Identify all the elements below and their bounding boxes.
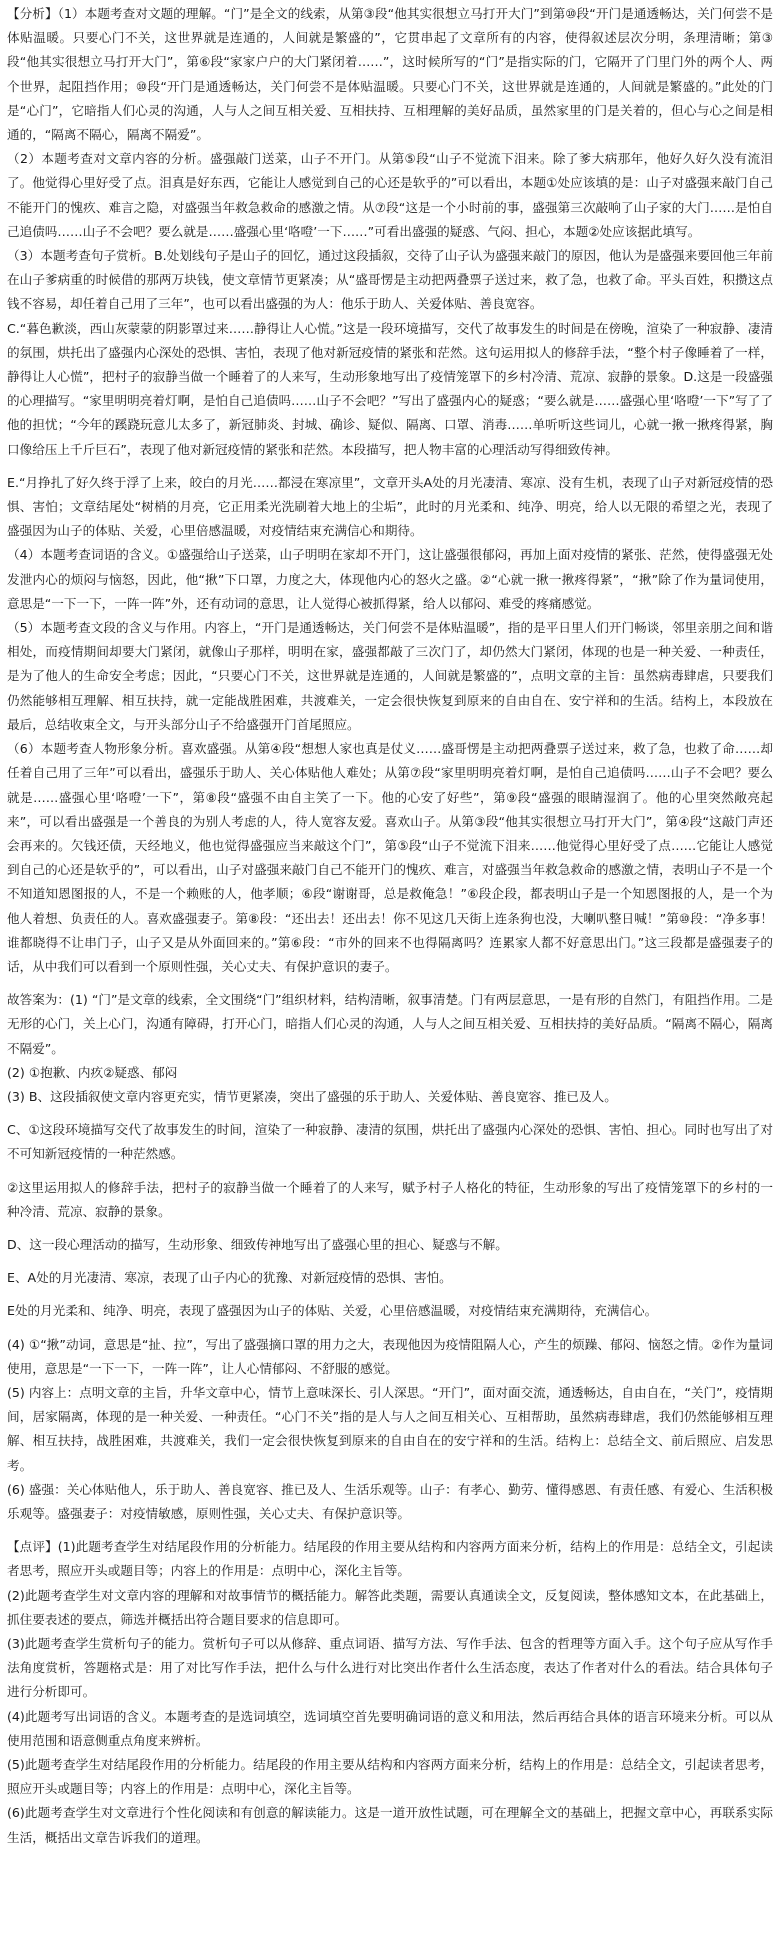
comment-paragraph-2: (2)此题考查学生对文章内容的理解和对故事情节的概括能力。解答此类题，需要认真通读全文，反复阅读，整体感知文本，在此基础上，抓住要表述的要点，筛选并概括出符合题目要求的信息即可。 [7,1587,773,1627]
answer-e1: E、A处的月光凄清、寒凉，表现了山子内心的犹豫、对新冠疫情的恐惧、害怕。 [7,1270,452,1286]
comment-paragraph-6: (6)此题考查学生对文章进行个性化阅读和有创意的解读能力。这是一道开放性试题，可在理解全文的基础上，把握文章中心，再联系实际生活，概括出文章告诉我们的道理。 [7,1805,773,1845]
comment-paragraph-3: (3)此题考查学生赏析句子的能力。赏析句子可以从修辞、重点词语、描写方法、写作手法、包含的哲理等方面入手。这个句子应从写作手法角度赏析，答题格式是：用了对比写作手法，把什么与什么进行对比突出作者什么生活态度，表达了作者对什么的看法。结合具体句子进行分析即可。 [7,1636,773,1700]
answer-e2: E处的月光柔和、纯净、明亮，表现了盛强因为山子的体贴、关爱，心里倍感温暖，对疫情结束充满期待，充满信心。 [7,1303,658,1319]
analysis-paragraph-7: （5）本题考查文段的含义与作用。内容上，“开门是通透畅达，关门何尝不是体贴温暖”，指的是平日里人们开门畅谈，邻里亲朋之间和谐相处，而疫情期间却要大门紧闭，就像山子那样，明明在家，盛强都敲了三次门了，却仍然大门紧闭，体现的也是一种关爱、一种责任，是为了他人的生命安全考虑；因此，“只要心门不关，这世界就是连通的，人间就是繁盛的”，点明文章的主旨：虽然病毒肆虐，只要我们仍然能够相互理解、相互扶持，就一定能战胜困难，共渡难关，一定会很快恢复到原来的自由自在、安宁祥和的生活。结构上，本段放在最后，总结收束全文，与开头部分山子不给盛强开门首尾照应。 [7,620,773,732]
answer-4: (4) ①“揪”动词，意思是“扯、拉”，写出了盛强摘口罩的用力之大，表现他因为疫情阻隔人心，产生的烦躁、郁闷、恼怒之情。②作为量词使用，意思是“一下一下，一阵一阵”，让人心情郁闷、不舒服的感觉。 [7,1336,773,1376]
comment-paragraph-4: (4)此题考写出词语的含义。本题考查的是选词填空，选词填空首先要明确词语的意义和用法，然后再结合具体的语言环境来分析。可以从使用范围和语意侧重点角度来辨析。 [7,1708,773,1748]
answer-2: (2) ①抱歉、内疚②疑惑、郁闷 [7,1064,178,1080]
comment-paragraph-5: (5)此题考查学生对结尾段作用的分析能力。结尾段的作用主要从结构和内容两方面来分析，结构上的作用是：总结全文，引起读者思考，照应开头或题目等；内容上的作用是：点明中心，深化主旨等。 [7,1757,773,1797]
answer-c2: ②这里运用拟人的修辞手法，把村子的寂静当做一个睡着了的人来写，赋予村子人格化的特征，生动形象的写出了疫情笼罩下的乡村的一种冷清、荒凉、寂静的景象。 [7,1179,773,1219]
analysis-paragraph-4: C.“暮色歉淡，西山灰蒙蒙的阴影罩过来……静得让人心慌。”这是一段环境描写，交代了故事发生的时间是在傍晚，渲染了一种寂静、凄清的氛围，烘托出了盛强内心深处的恐惧、害怕，表现了他对新冠疫情的紧张和茫然。这句运用拟人的修辞手法，“整个村子像睡着了一样，静得让人心慌”，把村子的寂静当做一个睡着了的人来写，生动形象地写出了疫情笼罩下的乡村冷清、荒凉、寂静的景象。D.这是一段盛强的心理描写。“家里明明亮着灯啊，是怕自己追债吗……山子不会吧？”写出了盛强内心的疑惑；“要么就是……盛强心里‘咯噔’一下”写了了他的担忧；“今年的蹊跷玩意儿太多了，新冠肺炎、封城、确诊、疑似、隔离、口罩、消毒……单听听这些词儿，心就一揪一揪疼得紧，胸口像给压上千斤巨石”，表现了他对新冠疫情的紧张和茫然。本段描写，把人物丰富的心理活动写得细致传神。 [7,320,773,457]
analysis-paragraph-2: （2）本题考查对文章内容的分析。盛强敲门送菜，山子不开门。从第⑤段“山子不觉流下泪来。除了爹大病那年，他好久好久没有流泪了。他觉得心里好受了点。泪真是好东西，它能让人感觉到自己的心还是软乎的”可以看出，本题①处应该填的是：山子对盛强来敲门自己不能开门的愧疚、难言之隐，对盛强当年救急救命的感激之情。从⑦段“这是一个小时前的事，盛强第三次敲响了山子家的大门……是怕自己追债吗……山子不会吧？要么就是……盛强心里‘咯噔’一下……”可看出盛强的疑惑、气闷、担心，本题②处应该据此填写。 [7,151,773,239]
analysis-paragraph-6: （4）本题考查词语的含义。①盛强给山子送菜，山子明明在家却不开门，这让盛强很郁闷，再加上面对疫情的紧张、茫然，使得盛强无处发泄内心的烦闷与恼怒，因此，他“揪”下口罩，力度之大，体现他内心的怒火之盛。②“心就一揪一揪疼得紧”，“揪”除了作为量词使用，意思是“一下一下，一阵一阵”外，还有动词的意思，让人觉得心被抓得紧，给人以郁闷、难受的疼痛感觉。 [7,547,773,611]
answer-section [7,988,773,1526]
answer-6: (6) 盛强：关心体贴他人，乐于助人、善良宽容、推已及人、生活乐观等。山子：有孝心、勤劳、懂得感恩、有责任感、有爱心、生活积极乐观等。盛强妻子：对疫情敏感，原则性强，关心丈夫、有保护意识等。 [7,1481,773,1521]
answer-d: D、这一段心理活动的描写，生动形象、细致传神地写出了盛强心里的担心、疑惑与不解。 [7,1236,508,1252]
answer-5: (5) 内容上：点明文章的主旨，升华文章中心，情节上意味深长、引人深思。“开门”，面对面交流，通透畅达，自由自在，“关门”，疫情期间，居家隔离，体现的是一种关爱、一种责任。“心门不关”指的是人与人之间互相关心、互相帮助，虽然病毒肆虐，我们仍然能够相互理解、相互扶持，战胜困难，共渡难关，我们一定会很快恢复到原来的自由自在的安宁祥和的生活。结构上：总结全文、前后照应、启发思考。 [7,1384,773,1473]
answer-intro: 故答案为：(1) “门”是文章的线索，全文围绕“门”组织材料，结构清晰，叙事清楚。门有两层意思，一是有形的自然门，有阻挡作用。二是无形的心门，关上心门，沟通有障碍，打开心门，暗指人们心灵的沟通，人与人之间互相关爱、互相扶持的美好品质。“隔离不隔心，隔离不隔爱”。 [7,992,773,1056]
analysis-paragraph-5: E.“月挣扎了好久终于浮了上来，皎白的月光……都浸在寒凉里”，文章开头A处的月光凄清、寒凉、没有生机，表现了山子对新冠疫情的恐惧、害怕；文章结尾处“树梢的月亮，它正用柔光洗刷着大地上的尘垢”，此时的月光柔和、纯净、明亮，给人以无限的希望之光，表现了盛强因为山子的体贴、关爱，心里倍感温暖，对疫情结束充满信心和期待。 [7,474,773,539]
comment-section [7,1535,773,1850]
comment-paragraph-1: 【点评】(1)此题考查学生对结尾段作用的分析能力。结尾段的作用主要从结构和内容两方面来分析，结构上的作用是：总结全文，引起读者思考，照应开头或题目等；内容上的作用是：点明中心，深化主旨等。 [7,1539,773,1579]
analysis-paragraph-3: （3）本题考查句子赏析。B.处划线句子是山子的回忆，通过这段插叙，交待了山子认为盛强来敲门的原因，他认为是盛强来要回他三年前在山子爹病重的时候借的那两万块钱，使文章情节更紧凑；从“盛哥愣是主动把两叠票子送过来，救了急，也救了命。平头百姓，积攒这点钱不容易，却任着自己用了三年”，也可以看出盛强的为人：他乐于助人、关爱体贴、善良宽容。 [7,248,773,312]
answer-c1: C、①这段环境描写交代了故事发生的时间，渲染了一种寂静、凄清的氛围，烘托出了盛强内心深处的恐惧、害怕、担心。同时也写出了对不可知新冠疫情的一种茫然感。 [7,1122,773,1162]
analysis-paragraph-1: 【分析】（1）本题考查对文题的理解。“门”是全文的线索，从第③段“他其实很想立马打开大门”到第⑩段“开门是通透畅达，关门何尝不是体贴温暖。只要心门不关，这世界就是连通的，人间就是繁盛的”，它贯串起了文章所有的内容，使得叙述层次分明，条理清晰；第③段“他其实很想立马打开大门”，第⑥段“家家户户的大门紧闭着……”，这时候所写的“门”是指实际的门，它隔开了门里门外的两个人、两个世界，起阻挡作用；⑩段“开门是通透畅达，关门何尝不是体贴温暖。只要心门不关，这世界就是连通的，人间就是繁盛的。”此处的门是“心门”，它暗指人们心灵的沟通，人与人之间互相关爱、互相扶持、互相理解的美好品质，虽然家里的门是关着的，但心与心之间是相通的，“隔离不隔心，隔离不隔爱”。 [7,6,773,143]
analysis-paragraph-8: （6）本题考查人物形象分析。喜欢盛强。从第④段“想想人家也真是仗义……盛哥愣是主动把两叠票子送过来，救了急，也救了命……却任着自己用了三年”可以看出，盛强乐于助人、关心体贴他人难处；从第⑦段“家里明明亮着灯啊，是怕自己追债吗……山子不会吧？要么就是……盛强心里‘咯噔’一下”，第⑧段“盛强不由自主笑了一下。他的心安了好些”，第⑨段“盛强的眼睛湿润了。他的心里突然敞亮起来”，可以看出盛强是一个善良的为别人考虑的人，待人宽容友爱。喜欢山子。从第③段“他其实很想立马打开大门”，第④段“这敲门声还会再来的。欠钱还债，天经地义，他也觉得盛强应当来敲这个门”，第⑤段“山子不觉流下泪来……他觉得心里好受了点……它能让人感觉到自己的心还是软乎的”，可以看出，山子对盛强来敲门自己不能开门的愧疚、难言，对盛强当年救急救命的感激之情，表明山子不是一个不知道知恩图报的人，不是一个赖账的人，他孝顺；⑥段“谢谢哥，总是救俺急！”⑥段企段，都表明山子是一个知恩图报的人，是一个为他人着想、负责任的人。喜欢盛强妻子。第⑧段：“还出去！还出去！你不见这几天街上连条狗也没，大喇叭整日喊！”第⑩段：“净多事！谁都晓得不让串门子，山子又是从外面回来的。”第⑥段：“市外的回来不也得隔离吗？连累家人都不好意思出门。”这三段都是盛强妻子的话，从中我们可以看到一个原则性强，关心丈夫、有保护意识的妻子。 [7,741,773,974]
analysis-section [7,2,773,979]
answer-3: (3) B、这段插叙使文章内容更充实，情节更紧凑，突出了盛强的乐于助人、关爱体贴、善良宽容、推已及人。 [7,1088,617,1104]
